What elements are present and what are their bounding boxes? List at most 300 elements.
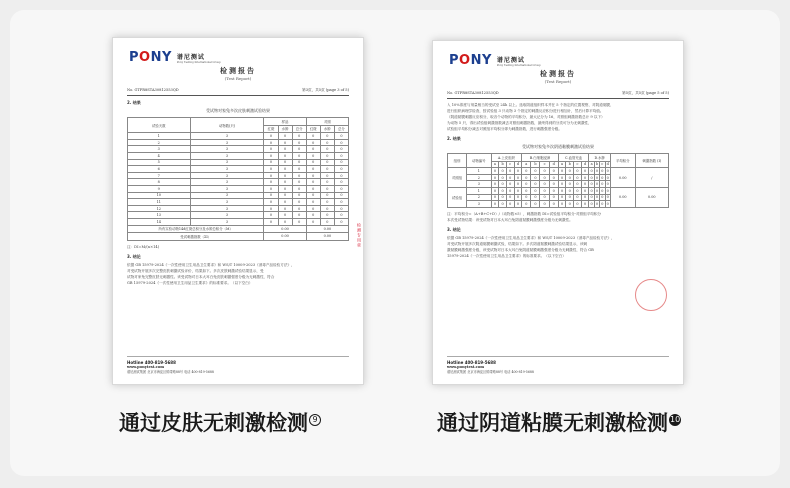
table-cell: 0 [306, 218, 320, 225]
sub-col-header: b [531, 161, 540, 168]
avg-cell: 0.00 [610, 168, 635, 188]
table-cell: 0 [595, 195, 599, 200]
table-cell: 0 [531, 181, 540, 188]
pony-logo [129, 50, 221, 65]
sub-col-header: a [590, 162, 593, 167]
table-cell: 0 [574, 201, 582, 208]
table-cell: 0 [601, 175, 604, 180]
table-cell: 6 [128, 166, 191, 173]
table-cell: 0 [606, 168, 609, 173]
table-cell: 0 [514, 181, 522, 188]
caption-text: 通过阴道粘膜无刺激检测 [437, 411, 668, 435]
table-cell: 0 [522, 187, 531, 194]
table-cell: 0 [601, 188, 604, 193]
table-cell: 0 [499, 181, 507, 188]
table-cell: 0 [506, 168, 514, 175]
sub-col-header: a [522, 161, 531, 168]
table-cell: 0 [334, 218, 348, 225]
table-cell: 0 [590, 201, 593, 206]
table-cell: 0 [320, 185, 334, 192]
table-cell: 3 [128, 146, 191, 153]
table-cell: 0 [292, 172, 306, 179]
intro-line: 为动物 5 只，得出试验组刺激指数减去对照组刺激指数，最终得到的分类可分为无刺激性， [447, 121, 592, 125]
table-cell: 0 [292, 212, 306, 219]
animal-cell: 2 [466, 194, 491, 201]
table-cell: 0 [264, 192, 278, 199]
sub-col-header: b [566, 161, 574, 168]
address: 谱尼测试集团 北京市海淀区锦带路88号 电话 400-819-5688 [127, 370, 214, 374]
table-cell: 0 [601, 201, 604, 206]
table-cell: 0 [558, 168, 566, 175]
table-cell: 0 [491, 181, 499, 188]
table-row [128, 166, 349, 173]
table-cell: 3 [190, 152, 264, 159]
logo-wordmark: PONY [129, 50, 172, 65]
table-cell: 0 [566, 187, 574, 194]
sub-col-header: d [606, 162, 609, 167]
table-cell: 0 [292, 205, 306, 212]
caption-text: 通过皮肤无刺激检测 [119, 411, 308, 435]
table-cell: 10 [128, 192, 191, 199]
skin-irritation-report-image [112, 37, 364, 385]
table-cell: 0 [499, 168, 507, 175]
table-cell: 0 [514, 168, 522, 175]
table-cell: 0 [540, 181, 549, 188]
table-cell: 0 [549, 194, 558, 201]
table-cell: 0 [549, 174, 558, 181]
table-cell: 0 [590, 182, 593, 187]
table-cell: 0 [320, 152, 334, 159]
footnote-marker: 10 [670, 415, 681, 424]
table-row [128, 139, 349, 146]
logo-cn-text: 谱尼测试 [176, 53, 205, 61]
table-cell: 0 [320, 139, 334, 146]
table-cell: 2 [128, 139, 191, 146]
table-cell: 0 [334, 166, 348, 173]
conclusion-line: 对受试物开展多次阴道黏膜刺激试验，结果如下。多次阴道黏膜刺激试验结果显示，该刺 [447, 241, 588, 246]
logo-cn-text: 谱尼测试 [496, 56, 525, 64]
col-header: C.血管充血 [558, 154, 589, 162]
table-cell: 0 [514, 194, 522, 201]
table-cell: 0 [292, 185, 306, 192]
report-title-en: (Test Report) [544, 79, 572, 84]
table-cell: 0 [581, 168, 589, 175]
table-cell: 0 [292, 139, 306, 146]
animal-cell: 3 [466, 181, 491, 188]
col-header: 总分 [334, 125, 348, 133]
page-number: 第5页，共5页 (page 5 of 5) [622, 91, 669, 95]
table-cell: 0 [292, 179, 306, 186]
table-cell: 0 [306, 192, 320, 199]
report-title: 检测报告 [220, 67, 256, 75]
table-cell: 0 [278, 172, 292, 179]
table-cell: 8 [128, 179, 191, 186]
red-seal-stamp [635, 279, 667, 311]
intro-line: 试验组平均积分减去对照组平均积分即为刺激指数，进行刺激强度分级。 [447, 127, 562, 131]
table-cell: 0 [531, 201, 540, 208]
group-cell: 试验组 [448, 187, 467, 207]
table-cell: 0 [590, 195, 593, 200]
table-cell: 0 [531, 187, 540, 194]
table-row [128, 152, 349, 159]
table-cell: 0 [292, 133, 306, 140]
pony-logo [449, 53, 541, 68]
sub-col-header: c [601, 162, 604, 167]
table-cell: 0 [549, 181, 558, 188]
sum-test: 0.00 [264, 225, 306, 233]
conclusion-line: 15979-2024《一次性使用卫生用品卫生要求》的标准要求。（以下空白） [447, 253, 566, 258]
table-cell: 0 [558, 174, 566, 181]
report-title: 检测报告 [540, 70, 576, 78]
table-cell: 0 [595, 201, 599, 206]
table-cell: 0 [595, 188, 599, 193]
table-row [128, 185, 349, 192]
table-cell: 0 [320, 205, 334, 212]
vaginal-irritation-report-image [432, 40, 684, 385]
table-cell: 0 [606, 188, 609, 193]
col-header: 平均积分 [610, 154, 635, 168]
table-cell: 3 [190, 159, 264, 166]
table-cell: 3 [190, 146, 264, 153]
table-cell: 3 [190, 172, 264, 179]
table-cell: 0 [292, 159, 306, 166]
table-cell: 0 [601, 182, 604, 187]
table-cell: 0 [506, 201, 514, 208]
table-cell: 0 [574, 181, 582, 188]
table-cell: 3 [190, 212, 264, 219]
table-cell: 0 [278, 166, 292, 173]
table-cell: 0 [522, 194, 531, 201]
table-row [128, 212, 349, 219]
table-cell: 0 [606, 201, 609, 206]
table-cell: 0 [506, 181, 514, 188]
table-cell: 0 [574, 168, 582, 175]
sub-col-header: a [558, 161, 566, 168]
conclusion-text [127, 262, 349, 286]
table-cell: 0 [306, 159, 320, 166]
table-cell: 0 [306, 152, 320, 159]
table-cell: 0 [334, 199, 348, 206]
table-cell: 0 [278, 133, 292, 140]
table-cell: 0 [292, 146, 306, 153]
table-cell: 0 [264, 179, 278, 186]
sub-col-header: d [581, 161, 589, 168]
group-cell: 对照组 [448, 168, 467, 188]
table-cell: 0 [566, 201, 574, 208]
table-cell: 0 [320, 159, 334, 166]
table-cell: 0 [606, 175, 609, 180]
table-cell: 0 [334, 133, 348, 140]
table-cell: 0 [499, 194, 507, 201]
conclusion-line: 依据 GB 15979-2024《一次性使用卫生用品卫生要求》和 WS/T 10009-2023《消毒产品检验方法》， [447, 235, 615, 240]
table-cell: 3 [190, 205, 264, 212]
table-cell: 1 [128, 133, 191, 140]
table-cell: 0 [278, 192, 292, 199]
table-cell: 0 [549, 201, 558, 208]
table-cell: 0 [264, 218, 278, 225]
table-cell: 0 [264, 159, 278, 166]
caption-skin-test [119, 407, 321, 437]
sub-col-header: d [549, 161, 558, 168]
result-line: 本次受试物结果：该受试物对日本大耳白兔阴道黏膜刺激强度分级为无刺激性。 [447, 217, 573, 222]
table-cell: 0 [506, 187, 514, 194]
table-cell: 0 [334, 146, 348, 153]
col-header: 刺激指数 (I) [635, 154, 668, 168]
table-cell: 0 [264, 212, 278, 219]
col-header: A.上皮组织 [491, 154, 522, 162]
table-cell: 0 [306, 205, 320, 212]
logo-en-text: Pony Testing International Group [496, 63, 541, 67]
report-footer [127, 356, 349, 374]
intro-line: （阴道黏膜刺激反应积分，取各个动物的平均积分，最大记分为 16，对照组刺激指数总计 9 以下） [447, 115, 605, 119]
table-cell: 3 [190, 199, 264, 206]
table-cell: 3 [190, 133, 264, 140]
table-cell: 0 [278, 146, 292, 153]
conclusion-line: GB 15979-2024《一次性使用卫生用品卫生要求》的标准要求。（以下空白） [127, 280, 253, 285]
table-cell: 0 [514, 174, 522, 181]
table-row [128, 192, 349, 199]
report-number: No. GTFR8STA30812553QD [447, 91, 499, 95]
table-cell: 0 [264, 185, 278, 192]
table-cell: 0 [506, 194, 514, 201]
table-cell: 0 [278, 152, 292, 159]
table-row [128, 205, 349, 212]
conclusion-line: 激黏膜刺激强度分级，该受试物对日本大耳白兔阴道黏膜刺激强度分级为无刺激性，符合 GB [447, 247, 594, 252]
formula-note: 注：DI=M/(n×14) [127, 244, 160, 249]
side-stamp-mark: 检测专用章 [357, 223, 362, 248]
table-cell: 3 [190, 166, 264, 173]
table-cell: 0 [522, 181, 531, 188]
table-cell: 0 [595, 182, 599, 187]
table-row [128, 172, 349, 179]
sum-label: 所有实验动物14d红斑总积分及水肿总积分（M） [128, 225, 264, 233]
table-cell: 0 [278, 212, 292, 219]
table-cell: 0 [264, 205, 278, 212]
conclusion-heading: 3. 结论 [127, 253, 141, 259]
table-cell: 0 [499, 187, 507, 194]
table-cell: 0 [278, 185, 292, 192]
group-header: 样品 [264, 118, 306, 126]
index-test: 0.00 [264, 233, 306, 241]
table-cell: 0 [540, 174, 549, 181]
table-cell: 3 [190, 192, 264, 199]
table-cell: 0 [558, 194, 566, 201]
table-cell: 3 [190, 179, 264, 186]
table-cell: 0 [566, 174, 574, 181]
table-cell: 0 [306, 212, 320, 219]
table-cell: 0 [590, 168, 593, 173]
table-cell: 0 [566, 181, 574, 188]
col-header: 红斑 [306, 125, 320, 133]
table-cell: 0 [320, 133, 334, 140]
sub-col-header: b [595, 162, 599, 167]
table-cell: 0 [491, 168, 499, 175]
col-header: 动物编号 [466, 154, 491, 168]
index-cell: 0.00 [635, 187, 668, 207]
table-cell: 0 [320, 192, 334, 199]
table-cell: 0 [522, 201, 531, 208]
animal-cell: 3 [466, 201, 491, 208]
table-cell: 0 [514, 201, 522, 208]
table-cell: 0 [264, 152, 278, 159]
table-cell: 0 [549, 168, 558, 175]
sum-ctrl: 0.00 [306, 225, 348, 233]
table-cell: 0 [581, 187, 589, 194]
table-cell: 0 [306, 185, 320, 192]
table-cell: 0 [540, 187, 549, 194]
col-header: D.水肿 [589, 154, 611, 162]
table-cell: 5 [128, 159, 191, 166]
sub-col-header: b [499, 161, 507, 168]
intro-text [447, 102, 669, 132]
table-cell: 11 [128, 199, 191, 206]
table-cell: 0 [595, 168, 599, 173]
sub-col-header: d [514, 161, 522, 168]
caption-vaginal-test [437, 407, 681, 437]
table-cell: 0 [574, 194, 582, 201]
animal-cell: 1 [466, 168, 491, 175]
intro-line: 进行组织病理学检查，按试验组 3 只动物 3 个指定的刺激反应积分进行相加计，然后计算平均值。 [447, 109, 604, 113]
table-cell: 0 [334, 159, 348, 166]
website: www.ponytest.com [447, 365, 485, 369]
table-cell: 9 [128, 185, 191, 192]
table-cell: 0 [320, 166, 334, 173]
logo-wordmark: PONY [449, 53, 492, 68]
table-cell: 0 [491, 174, 499, 181]
index-cell: / [635, 168, 668, 188]
table-row [128, 133, 349, 140]
table-title: 受试物对家兔多次阴道黏膜刺激试验结果 [522, 144, 594, 149]
table-cell: 0 [606, 195, 609, 200]
table-cell: 0 [306, 172, 320, 179]
table-cell: 0 [590, 175, 593, 180]
table-cell: 13 [128, 212, 191, 219]
table-cell: 0 [491, 201, 499, 208]
report-header [113, 38, 363, 81]
table-cell: 0 [306, 139, 320, 146]
website: www.ponytest.com [127, 365, 165, 369]
table-cell: 0 [531, 194, 540, 201]
table-row [128, 146, 349, 153]
table-cell: 0 [581, 201, 589, 208]
table-cell: 0 [522, 174, 531, 181]
sub-col-header: c [574, 161, 582, 168]
table-cell: 4 [128, 152, 191, 159]
table-cell: 0 [306, 166, 320, 173]
table-cell: 0 [278, 199, 292, 206]
col-header: 组别 [448, 154, 467, 168]
table-row [128, 159, 349, 166]
table-cell: 0 [581, 194, 589, 201]
sub-col-header: a [491, 161, 499, 168]
table-cell: 0 [334, 139, 348, 146]
col-header: 水肿 [320, 125, 334, 133]
table-cell: 0 [320, 146, 334, 153]
table-cell: 0 [334, 185, 348, 192]
section-heading: 2. 结果 [127, 100, 141, 105]
table-cell: 0 [278, 179, 292, 186]
table-cell: 3 [190, 139, 264, 146]
table-cell: 0 [601, 195, 604, 200]
report-meta [447, 91, 669, 99]
table-cell: 0 [320, 179, 334, 186]
table-cell: 0 [306, 133, 320, 140]
table-cell: 0 [278, 159, 292, 166]
table-cell: 0 [558, 187, 566, 194]
col-header: 红斑 [264, 125, 278, 133]
table-cell: 0 [264, 199, 278, 206]
table-cell: 0 [499, 174, 507, 181]
conclusion-line: 对受试物开展多次完整皮肤刺激试验评价，结果如下。多次皮肤刺激试验结果显示，受 [127, 268, 264, 273]
report-header [433, 41, 683, 84]
table-cell: 0 [320, 212, 334, 219]
table-cell: 0 [558, 201, 566, 208]
table-cell: 0 [264, 172, 278, 179]
table-cell: 0 [531, 174, 540, 181]
table-cell: 0 [306, 199, 320, 206]
conclusion-heading: 3. 结论 [447, 226, 461, 232]
table-cell: 0 [522, 168, 531, 175]
table-cell: 0 [334, 212, 348, 219]
table-row [448, 168, 669, 175]
footnote-marker: 9 [309, 414, 321, 426]
table-cell: 0 [278, 139, 292, 146]
table-cell: 0 [278, 205, 292, 212]
table-cell: 0 [531, 168, 540, 175]
table-cell: 0 [540, 194, 549, 201]
table-cell: 0 [540, 168, 549, 175]
formula-note: 注：平均积分=（A+B+C+D）/（动物数×5），刺激指数 DI=试验组平均积分-对照组平均积分 [447, 211, 602, 216]
table-cell: 0 [506, 174, 514, 181]
table-cell: 0 [334, 205, 348, 212]
table-row [128, 179, 349, 186]
table-cell: 0 [264, 133, 278, 140]
logo-en-text: Pony Testing International Group [176, 60, 221, 64]
table-cell: 0 [320, 218, 334, 225]
table-cell: 0 [499, 201, 507, 208]
table-cell: 0 [320, 199, 334, 206]
table-cell: 0 [558, 181, 566, 188]
table-cell: 0 [581, 174, 589, 181]
table-cell: 0 [334, 152, 348, 159]
table-cell: 0 [491, 187, 499, 194]
group-header: 对照 [306, 118, 348, 126]
index-ctrl: 0.00 [306, 233, 348, 241]
col-header: B.白细胞浸润 [522, 154, 558, 162]
table-cell: 0 [581, 181, 589, 188]
table-cell: 0 [574, 174, 582, 181]
avg-cell: 0.00 [610, 187, 635, 207]
intro-line: 入 10%浓度与剂量相当的受试至 24h 以上。选取阴道组织样本并在 5 个指定的位置观察，对阴道黏膜、 [447, 103, 614, 107]
col-header: 总分 [292, 125, 306, 133]
table-cell: 0 [574, 187, 582, 194]
conclusion-line: 依据 GB 15979-2024《一次性使用卫生用品卫生要求》和 WS/T 10009-2023《消毒产品检验方法》， [127, 262, 295, 267]
table-cell: 3 [190, 218, 264, 225]
hotline: Hotline 400-819-5688 [447, 360, 496, 365]
table-row [128, 218, 349, 225]
index-label: 受试刺激指数（ΣI） [128, 233, 264, 241]
table-cell: 0 [292, 192, 306, 199]
table-cell: 0 [264, 139, 278, 146]
table-cell: 0 [566, 168, 574, 175]
table-row [448, 187, 669, 194]
table-cell: 0 [278, 218, 292, 225]
table-cell: 0 [292, 152, 306, 159]
table-row [128, 199, 349, 206]
animal-cell: 1 [466, 187, 491, 194]
table-cell: 0 [264, 146, 278, 153]
table-cell: 0 [514, 187, 522, 194]
